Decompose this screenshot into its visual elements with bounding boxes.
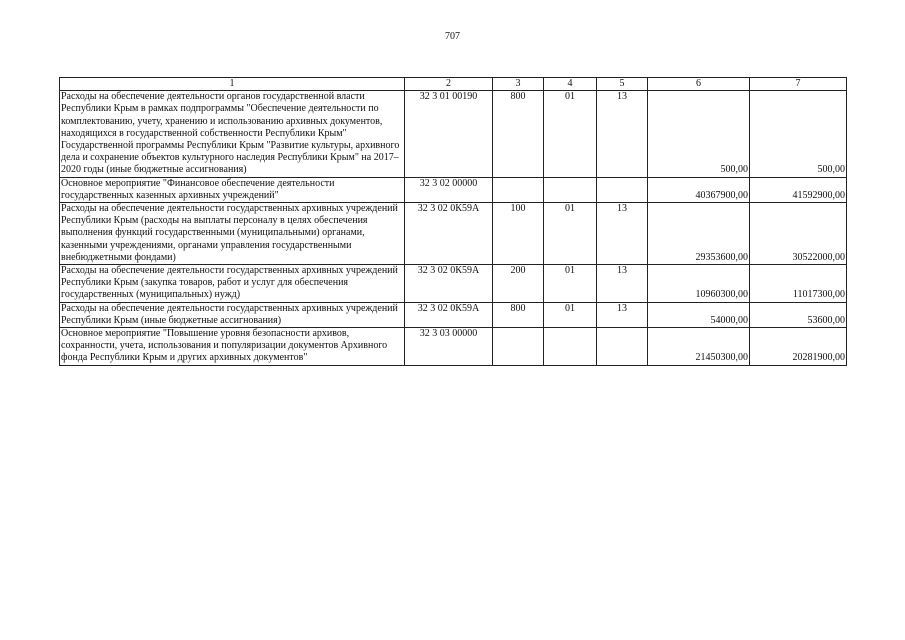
row-amount-7: 500,00 <box>750 91 847 177</box>
row-c3: 800 <box>493 91 544 177</box>
row-code: 32 3 02 0К59А <box>405 265 493 303</box>
table-header-row <box>60 78 847 91</box>
row-amount-7: 30522000,00 <box>750 203 847 265</box>
row-c5: 13 <box>597 203 648 265</box>
row-amount-7: 53600,00 <box>750 302 847 327</box>
page-number: 707 <box>445 31 460 42</box>
row-c4: 01 <box>544 203 597 265</box>
row-c3: 200 <box>493 265 544 303</box>
row-amount-7: 41592900,00 <box>750 177 847 202</box>
table-row <box>60 177 847 202</box>
row-name: Расходы на обеспечение деятельности государственных архивных учреждений Республики Крым (расходы на выплаты персоналу в целях обеспечения выполнения функций государственными (муниципальными) органами, казенными учреждениями, органами управления государственными внебюджетными фондами) <box>60 203 405 265</box>
row-c4: 01 <box>544 302 597 327</box>
row-name: Расходы на обеспечение деятельности государственных архивных учреждений Республики Крым (иные бюджетные ассигнования) <box>60 302 405 327</box>
row-c3 <box>493 177 544 202</box>
table-row <box>60 91 847 177</box>
row-name: Расходы на обеспечение деятельности государственных архивных учреждений Республики Крым (закупка товаров, работ и услуг для обеспечения государственных (муниципальных) нужд) <box>60 265 405 303</box>
row-name: Расходы на обеспечение деятельности органов государственной власти Республики Крым в рамках подпрограммы "Обеспечение деятельности по комплектованию, учету, хранению и использованию архивных документов, находящихся в государственной собственности Республики Крым" Государственной программы Республики Крым "Развитие культуры, архивного дела и сохранение объектов культурного наследия Республики Крым" на 2017–2020 годы (иные бюджетные ассигнования) <box>60 91 405 177</box>
row-name: Основное мероприятие "Финансовое обеспечение деятельности государственных казенных архивных учреждений" <box>60 177 405 202</box>
column-header: 2 <box>405 78 493 91</box>
row-amount-6: 500,00 <box>648 91 750 177</box>
row-amount-7: 11017300,00 <box>750 265 847 303</box>
row-amount-6: 54000,00 <box>648 302 750 327</box>
row-amount-6: 10960300,00 <box>648 265 750 303</box>
row-code: 32 3 01 00190 <box>405 91 493 177</box>
row-code: 32 3 02 0К59А <box>405 302 493 327</box>
row-name: Основное мероприятие "Повышение уровня безопасности архивов, сохранности, учета, использования и популяризации документов Архивного фонда Республики Крым и других архивных документов" <box>60 328 405 366</box>
row-amount-6: 40367900,00 <box>648 177 750 202</box>
row-c3: 100 <box>493 203 544 265</box>
row-c3 <box>493 328 544 366</box>
row-code: 32 3 03 00000 <box>405 328 493 366</box>
budget-table <box>59 77 847 366</box>
row-c5 <box>597 177 648 202</box>
row-c3: 800 <box>493 302 544 327</box>
row-amount-6: 29353600,00 <box>648 203 750 265</box>
column-header: 3 <box>493 78 544 91</box>
row-c4: 01 <box>544 91 597 177</box>
row-c5: 13 <box>597 91 648 177</box>
row-code: 32 3 02 0К59А <box>405 203 493 265</box>
row-amount-6: 21450300,00 <box>648 328 750 366</box>
row-code: 32 3 02 00000 <box>405 177 493 202</box>
table-row <box>60 328 847 366</box>
column-header: 4 <box>544 78 597 91</box>
table-row <box>60 203 847 265</box>
table-row <box>60 302 847 327</box>
column-header: 1 <box>60 78 405 91</box>
row-c5: 13 <box>597 265 648 303</box>
row-c4: 01 <box>544 265 597 303</box>
column-header: 7 <box>750 78 847 91</box>
row-c5: 13 <box>597 302 648 327</box>
row-c5 <box>597 328 648 366</box>
row-c4 <box>544 177 597 202</box>
column-header: 5 <box>597 78 648 91</box>
row-amount-7: 20281900,00 <box>750 328 847 366</box>
table-row <box>60 265 847 303</box>
column-header: 6 <box>648 78 750 91</box>
row-c4 <box>544 328 597 366</box>
